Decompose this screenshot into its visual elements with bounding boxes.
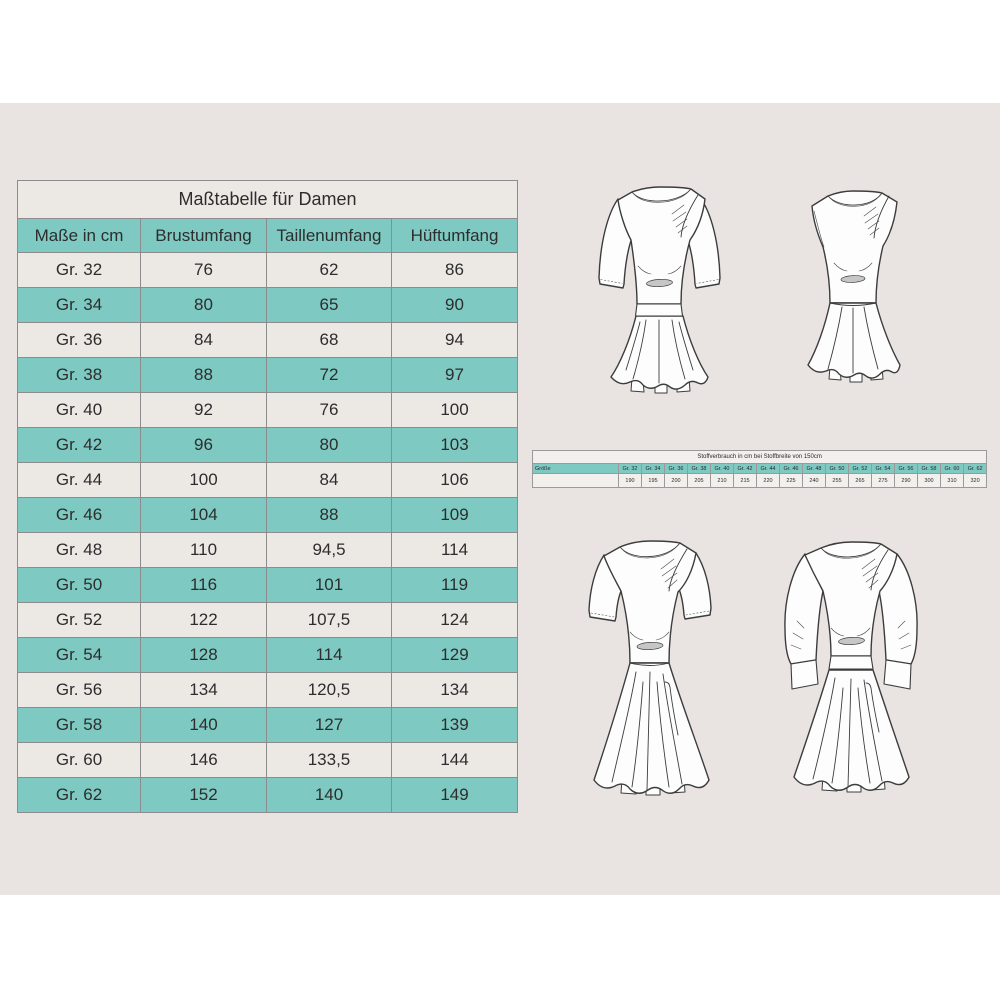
fabric-size-header-cell: Gr. 58 bbox=[918, 464, 941, 474]
fabric-value-cell: 300 bbox=[918, 474, 941, 488]
column-header-hip: Hüftumfang bbox=[392, 219, 518, 253]
bust-cell: 104 bbox=[141, 498, 267, 533]
fabric-size-header-cell: Gr. 50 bbox=[826, 464, 849, 474]
table-row bbox=[18, 568, 518, 603]
bust-cell: 76 bbox=[141, 253, 267, 288]
hip-cell: 114 bbox=[392, 533, 518, 568]
waist-cell: 62 bbox=[267, 253, 392, 288]
waist-cell: 94,5 bbox=[267, 533, 392, 568]
fabric-value-cell: 320 bbox=[964, 474, 987, 488]
fabric-size-header-cell: Gr. 56 bbox=[895, 464, 918, 474]
dress-flat-drawing bbox=[587, 180, 732, 397]
waist-cell: 140 bbox=[267, 778, 392, 813]
dress-flat-drawing bbox=[570, 532, 733, 823]
fabric-table-size-row bbox=[533, 464, 987, 474]
bust-cell: 116 bbox=[141, 568, 267, 603]
fabric-size-header-cell: Gr. 52 bbox=[849, 464, 872, 474]
hip-cell: 139 bbox=[392, 708, 518, 743]
bust-cell: 110 bbox=[141, 533, 267, 568]
waist-cell: 107,5 bbox=[267, 603, 392, 638]
fabric-value-cell: 220 bbox=[757, 474, 780, 488]
table-row bbox=[18, 253, 518, 288]
dress-flat-drawing bbox=[773, 533, 932, 820]
column-header-size: Maße in cm bbox=[18, 219, 141, 253]
fabric-size-header-cell: Gr. 60 bbox=[941, 464, 964, 474]
size-cell: Gr. 56 bbox=[18, 673, 141, 708]
table-row bbox=[18, 743, 518, 778]
size-table bbox=[17, 180, 518, 813]
size-cell: Gr. 38 bbox=[18, 358, 141, 393]
fabric-value-cell: 275 bbox=[872, 474, 895, 488]
size-table-title-row bbox=[18, 181, 518, 219]
waist-cell: 72 bbox=[267, 358, 392, 393]
table-row bbox=[18, 393, 518, 428]
waist-cell: 76 bbox=[267, 393, 392, 428]
content-area bbox=[0, 103, 1000, 895]
waist-cell: 114 bbox=[267, 638, 392, 673]
bodice bbox=[812, 191, 897, 303]
waist-cell: 120,5 bbox=[267, 673, 392, 708]
table-row bbox=[18, 638, 518, 673]
fabric-value-cell: 205 bbox=[688, 474, 711, 488]
waist-cell: 80 bbox=[267, 428, 392, 463]
waist-cell: 68 bbox=[267, 323, 392, 358]
fabric-table-value-row bbox=[533, 474, 987, 488]
table-row bbox=[18, 323, 518, 358]
peplum-skirt bbox=[611, 316, 708, 389]
fabric-table-title: Stoffverbrauch in cm bei Stoffbreite von 150cm bbox=[533, 451, 987, 464]
bust-cell: 128 bbox=[141, 638, 267, 673]
size-cell: Gr. 62 bbox=[18, 778, 141, 813]
table-row bbox=[18, 708, 518, 743]
fabric-size-header-cell: Gr. 48 bbox=[803, 464, 826, 474]
fabric-size-header-cell: Gr. 46 bbox=[780, 464, 803, 474]
fabric-value-cell: 215 bbox=[734, 474, 757, 488]
fabric-value-cell: 225 bbox=[780, 474, 803, 488]
size-cell: Gr. 46 bbox=[18, 498, 141, 533]
left-cuff bbox=[791, 660, 818, 689]
column-header-bust: Brustumfang bbox=[141, 219, 267, 253]
bust-cell: 140 bbox=[141, 708, 267, 743]
skirt bbox=[794, 670, 909, 790]
size-cell: Gr. 48 bbox=[18, 533, 141, 568]
table-row bbox=[18, 533, 518, 568]
fabric-size-header-cell: Gr. 34 bbox=[642, 464, 665, 474]
size-cell: Gr. 54 bbox=[18, 638, 141, 673]
hip-cell: 129 bbox=[392, 638, 518, 673]
fabric-size-header-cell: Gr. 36 bbox=[665, 464, 688, 474]
fabric-value-cell: 240 bbox=[803, 474, 826, 488]
bust-cell: 96 bbox=[141, 428, 267, 463]
fabric-size-header-cell: Gr. 44 bbox=[757, 464, 780, 474]
skirt bbox=[594, 663, 709, 793]
column-header-waist: Taillenumfang bbox=[267, 219, 392, 253]
dress-flat-drawing bbox=[790, 183, 917, 393]
fabric-value-cell: 200 bbox=[665, 474, 688, 488]
peplum-skirt bbox=[808, 303, 900, 378]
hip-cell: 100 bbox=[392, 393, 518, 428]
table-row bbox=[18, 428, 518, 463]
fabric-table-title-row bbox=[533, 451, 987, 464]
size-cell: Gr. 42 bbox=[18, 428, 141, 463]
bust-cell: 146 bbox=[141, 743, 267, 778]
waistband bbox=[829, 656, 873, 669]
bust-cell: 100 bbox=[141, 463, 267, 498]
waist-cell: 88 bbox=[267, 498, 392, 533]
table-row bbox=[18, 778, 518, 813]
dress-sleeveless-peplum-illustration bbox=[790, 183, 917, 393]
right-cuff bbox=[884, 660, 911, 689]
fabric-value-cell: 190 bbox=[619, 474, 642, 488]
fabric-size-header-cell: Gr. 54 bbox=[872, 464, 895, 474]
table-row bbox=[18, 498, 518, 533]
bust-cell: 80 bbox=[141, 288, 267, 323]
fabric-size-header-cell: Gr. 32 bbox=[619, 464, 642, 474]
fabric-size-header-cell: Gr. 40 bbox=[711, 464, 734, 474]
hip-cell: 103 bbox=[392, 428, 518, 463]
size-cell: Gr. 36 bbox=[18, 323, 141, 358]
hip-cell: 134 bbox=[392, 673, 518, 708]
table-row bbox=[18, 358, 518, 393]
fabric-size-header-cell: Gr. 42 bbox=[734, 464, 757, 474]
fabric-value-cell: 255 bbox=[826, 474, 849, 488]
bust-cell: 152 bbox=[141, 778, 267, 813]
size-cell: Gr. 32 bbox=[18, 253, 141, 288]
fabric-value-cell: 210 bbox=[711, 474, 734, 488]
size-cell: Gr. 34 bbox=[18, 288, 141, 323]
fabric-value-cell: 265 bbox=[849, 474, 872, 488]
hip-cell: 94 bbox=[392, 323, 518, 358]
size-table-title: Maßtabelle für Damen bbox=[18, 181, 518, 219]
size-cell: Gr. 40 bbox=[18, 393, 141, 428]
bust-cell: 88 bbox=[141, 358, 267, 393]
hip-cell: 124 bbox=[392, 603, 518, 638]
size-cell: Gr. 52 bbox=[18, 603, 141, 638]
waistband bbox=[636, 304, 683, 316]
hip-cell: 90 bbox=[392, 288, 518, 323]
fabric-size-header-cell: Gr. 38 bbox=[688, 464, 711, 474]
fabric-value-cell: 290 bbox=[895, 474, 918, 488]
fabric-row-label: Größe bbox=[533, 464, 619, 474]
fabric-consumption-table bbox=[532, 450, 987, 488]
dress-three-quarter-sleeve-peplum-illustration bbox=[587, 180, 732, 397]
table-row bbox=[18, 673, 518, 708]
size-cell: Gr. 58 bbox=[18, 708, 141, 743]
waist-cell: 84 bbox=[267, 463, 392, 498]
bottom-margin-band bbox=[0, 895, 1000, 1000]
dress-puff-sleeve-cuff-illustration bbox=[773, 533, 932, 820]
hip-cell: 149 bbox=[392, 778, 518, 813]
fabric-size-header-cell: Gr. 62 bbox=[964, 464, 987, 474]
fabric-value-cell: 195 bbox=[642, 474, 665, 488]
hip-cell: 109 bbox=[392, 498, 518, 533]
size-cell: Gr. 50 bbox=[18, 568, 141, 603]
hip-cell: 144 bbox=[392, 743, 518, 778]
table-row bbox=[18, 288, 518, 323]
size-cell: Gr. 44 bbox=[18, 463, 141, 498]
fabric-value-cell: 310 bbox=[941, 474, 964, 488]
bust-cell: 122 bbox=[141, 603, 267, 638]
hip-cell: 97 bbox=[392, 358, 518, 393]
waist-cell: 133,5 bbox=[267, 743, 392, 778]
waist-cell: 127 bbox=[267, 708, 392, 743]
table-row bbox=[18, 603, 518, 638]
hip-cell: 119 bbox=[392, 568, 518, 603]
waist-cell: 101 bbox=[267, 568, 392, 603]
waist-cell: 65 bbox=[267, 288, 392, 323]
table-row bbox=[18, 463, 518, 498]
bust-cell: 134 bbox=[141, 673, 267, 708]
top-margin-band bbox=[0, 0, 1000, 103]
bust-cell: 92 bbox=[141, 393, 267, 428]
fabric-empty-cell bbox=[533, 474, 619, 488]
size-table-header-row bbox=[18, 219, 518, 253]
dress-short-sleeve-illustration bbox=[570, 532, 733, 823]
hip-cell: 106 bbox=[392, 463, 518, 498]
size-cell: Gr. 60 bbox=[18, 743, 141, 778]
bust-cell: 84 bbox=[141, 323, 267, 358]
hip-cell: 86 bbox=[392, 253, 518, 288]
